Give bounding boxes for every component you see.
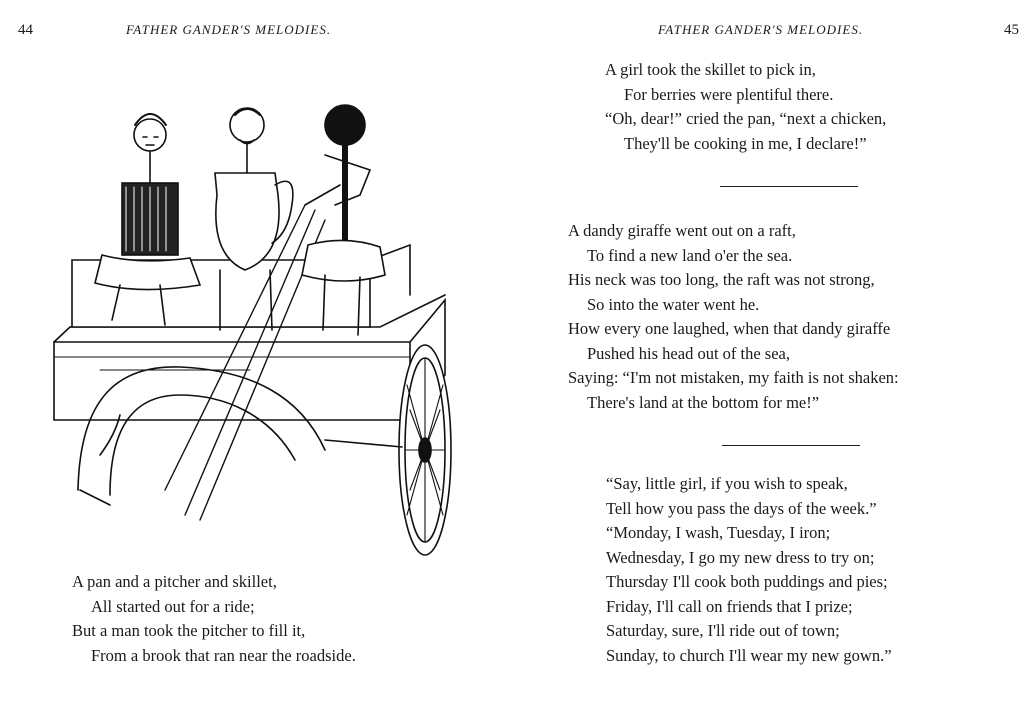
- running-head-right: FATHER GANDER'S MELODIES.: [658, 22, 864, 37]
- poem-line: Saying: “I'm not mistaken, my faith is not shaken:: [568, 368, 899, 387]
- poem-line: A pan and a pitcher and skillet,: [72, 572, 277, 591]
- poem-line: “Say, little girl, if you wish to speak,: [606, 474, 848, 493]
- poem-line: His neck was too long, the raft was not strong,: [568, 270, 875, 289]
- poem-line: Wednesday, I go my new dress to try on;: [606, 547, 875, 567]
- right-poem-3: [606, 472, 892, 668]
- cart-illustration: [40, 95, 480, 565]
- section-rule: [720, 186, 858, 187]
- right-poem-2: [568, 219, 899, 415]
- page-number-right: 45: [1004, 22, 1019, 38]
- poem-line: There's land at the bottom for me!”: [587, 392, 820, 412]
- poem-line: Friday, I'll call on friends that I prize;: [606, 596, 853, 616]
- poem-line: “Monday, I wash, Tuesday, I iron;: [606, 523, 831, 542]
- poem-line: Thursday I'll cook both puddings and pies;: [606, 572, 888, 591]
- poem-line: All started out for a ride;: [91, 596, 255, 616]
- poem-line: They'll be cooking in me, I declare!”: [624, 133, 867, 153]
- poem-line: But a man took the pitcher to fill it,: [72, 621, 306, 640]
- section-rule: [722, 445, 860, 446]
- poem-line: From a brook that ran near the roadside.: [91, 645, 356, 665]
- poem-line: For berries were plentiful there.: [624, 84, 834, 104]
- right-poem-1: [605, 58, 886, 156]
- poem-line: Pushed his head out of the sea,: [587, 343, 791, 363]
- poem-line: Saturday, sure, I'll ride out of town;: [606, 621, 840, 640]
- poem-line: Sunday, to church I'll wear my new gown.”: [606, 645, 892, 665]
- poem-line: To find a new land o'er the sea.: [587, 245, 793, 265]
- rear-wheel: [399, 345, 451, 555]
- poem-line: A dandy giraffe went out on a raft,: [568, 221, 796, 240]
- poem-line: How every one laughed, when that dandy giraffe: [568, 319, 891, 338]
- left-poem: [72, 570, 356, 668]
- running-head-left: FATHER GANDER'S MELODIES.: [126, 22, 332, 37]
- poem-line: A girl took the skillet to pick in,: [605, 60, 816, 79]
- page-number-left: 44: [18, 22, 33, 38]
- poem-line: “Oh, dear!” cried the pan, “next a chicken,: [605, 109, 887, 128]
- poem-line: Tell how you pass the days of the week.”: [606, 498, 877, 518]
- poem-line: So into the water went he.: [587, 294, 760, 314]
